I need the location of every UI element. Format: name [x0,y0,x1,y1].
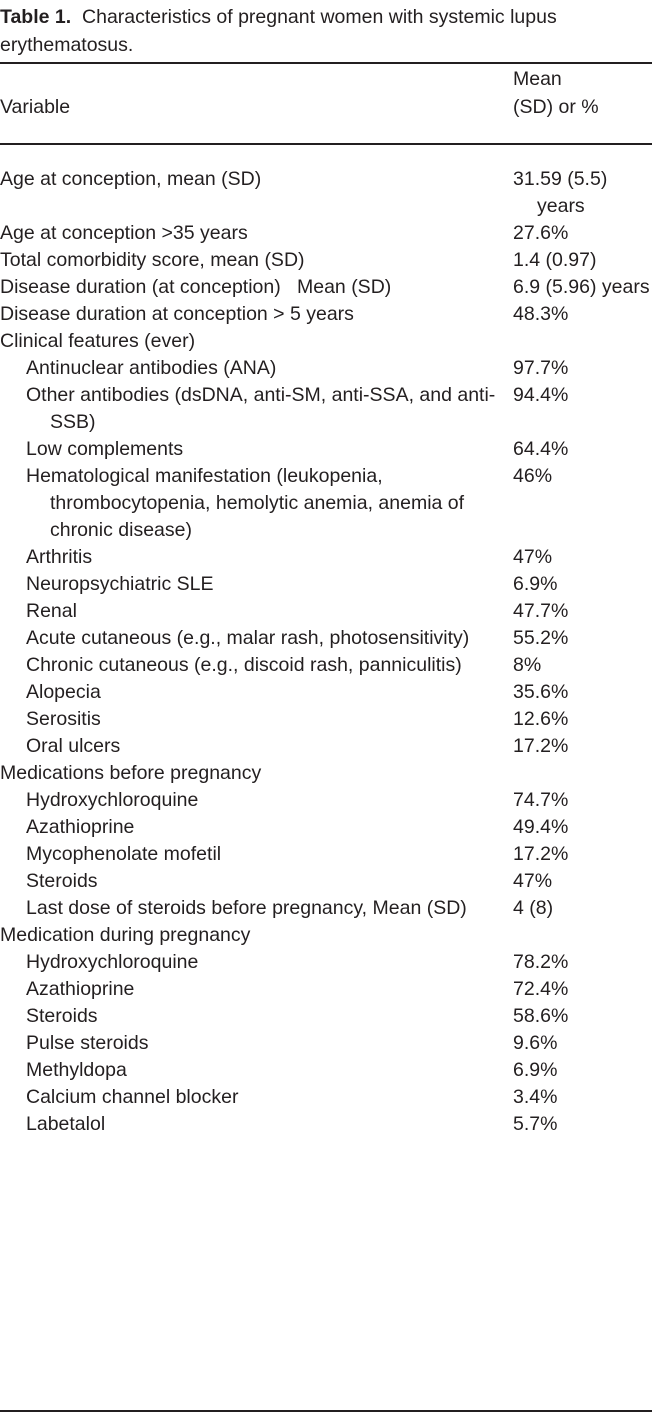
row-variable: Low complements [26,438,184,460]
row-variable: Chronic cutaneous (e.g., discoid rash, panniculitis) [26,654,462,676]
row-value: 31.59 (5.5) years [513,168,608,217]
header-rule [0,143,652,145]
row-value: 47% [513,546,553,568]
table-row [0,463,652,544]
row-variable: Labetalol [26,1113,106,1135]
table-row [0,220,652,247]
table-row [0,922,652,949]
row-value: 46% [513,465,553,487]
row-variable: Hematological manifestation (leukopenia, thrombocytopenia, hemolytic anemia, anemia of chronic disease) [26,465,465,541]
table-row [0,706,652,733]
row-variable: Alopecia [26,681,101,703]
table-body [0,166,652,1138]
table-row [0,247,652,274]
bottom-rule [0,1410,652,1412]
table-row [0,949,652,976]
table-row [0,301,652,328]
row-value: 78.2% [513,951,569,973]
table-label: Table 1. [0,6,72,28]
row-variable: Disease duration at conception > 5 years [0,303,354,325]
table-row [0,598,652,625]
row-value: 74.7% [513,789,569,811]
table-row [0,895,652,922]
row-value: 9.6% [513,1032,558,1054]
table-row [0,760,652,787]
row-variable: Serositis [26,708,101,730]
row-variable: Azathioprine [26,978,135,1000]
row-variable: Azathioprine [26,816,135,838]
table-row [0,679,652,706]
row-value: 27.6% [513,222,569,244]
row-value: 64.4% [513,438,569,460]
row-value: 17.2% [513,735,569,757]
row-value [513,328,652,355]
row-variable: Other antibodies (dsDNA, anti-SM, anti-SSA, and anti-SSB) [26,384,496,433]
row-variable: Last dose of steroids before pregnancy, Mean (SD) [26,897,467,919]
row-variable: Renal [26,600,77,622]
row-variable: Medication during pregnancy [0,924,251,946]
row-variable: Oral ulcers [26,735,121,757]
row-variable: Pulse steroids [26,1032,149,1054]
row-variable: Hydroxychloroquine [26,951,199,973]
row-value: 35.6% [513,681,569,703]
table-row [0,652,652,679]
table-row [0,436,652,463]
table-row [0,733,652,760]
table-row [0,787,652,814]
row-variable: Total comorbidity score, mean (SD) [0,249,305,271]
row-value: 17.2% [513,843,569,865]
table-row [0,328,652,355]
table-row [0,1057,652,1084]
row-value: 5.7% [513,1113,558,1135]
row-value [513,760,652,787]
header-value-line1: Mean [513,68,562,90]
table-row [0,976,652,1003]
row-variable: Clinical features (ever) [0,330,196,352]
header-variable: Variable [0,96,71,118]
table-row [0,1003,652,1030]
row-value [513,922,652,949]
row-value: 6.9% [513,1059,558,1081]
row-value: 48.3% [513,303,569,325]
row-value: 4 (8) [513,897,554,919]
row-value: 72.4% [513,978,569,1000]
row-value: 94.4% [513,384,569,406]
row-value: 8% [513,654,542,676]
row-value: 97.7% [513,357,569,379]
table-row [0,274,652,301]
row-variable: Neuropsychiatric SLE [26,573,214,595]
caption-text: Characteristics of pregnant women with systemic lupus erythematosus. [0,6,557,56]
row-value: 3.4% [513,1086,558,1108]
row-variable: Arthritis [26,546,93,568]
row-value: 58.6% [513,1005,569,1027]
top-rule [0,62,652,64]
header-value-line2: (SD) or % [513,96,599,118]
row-variable: Steroids [26,870,98,892]
table-row [0,544,652,571]
row-variable: Disease duration (at conception) Mean (SD) [0,276,392,298]
row-variable: Age at conception, mean (SD) [0,168,262,190]
row-value: 6.9 (5.96) years [513,276,650,298]
row-value: 12.6% [513,708,569,730]
table-caption [0,3,652,59]
table-row [0,841,652,868]
table-row [0,814,652,841]
row-variable: Age at conception >35 years [0,222,248,244]
row-value: 47% [513,870,553,892]
row-variable: Steroids [26,1005,98,1027]
table-row [0,382,652,436]
table-row [0,625,652,652]
row-value: 49.4% [513,816,569,838]
row-value: 55.2% [513,627,569,649]
row-value: 1.4 (0.97) [513,249,597,271]
row-variable: Mycophenolate mofetil [26,843,222,865]
table-row [0,1084,652,1111]
row-value: 6.9% [513,573,558,595]
row-variable: Hydroxychloroquine [26,789,199,811]
row-variable: Acute cutaneous (e.g., malar rash, photosensitivity) [26,627,470,649]
table-row [0,571,652,598]
row-variable: Methyldopa [26,1059,127,1081]
table-row [0,355,652,382]
table-row [0,166,652,220]
row-variable: Antinuclear antibodies (ANA) [26,357,277,379]
table-row [0,868,652,895]
table-row [0,1111,652,1138]
table-row [0,1030,652,1057]
row-variable: Calcium channel blocker [26,1086,239,1108]
row-variable: Medications before pregnancy [0,762,262,784]
row-value: 47.7% [513,600,569,622]
